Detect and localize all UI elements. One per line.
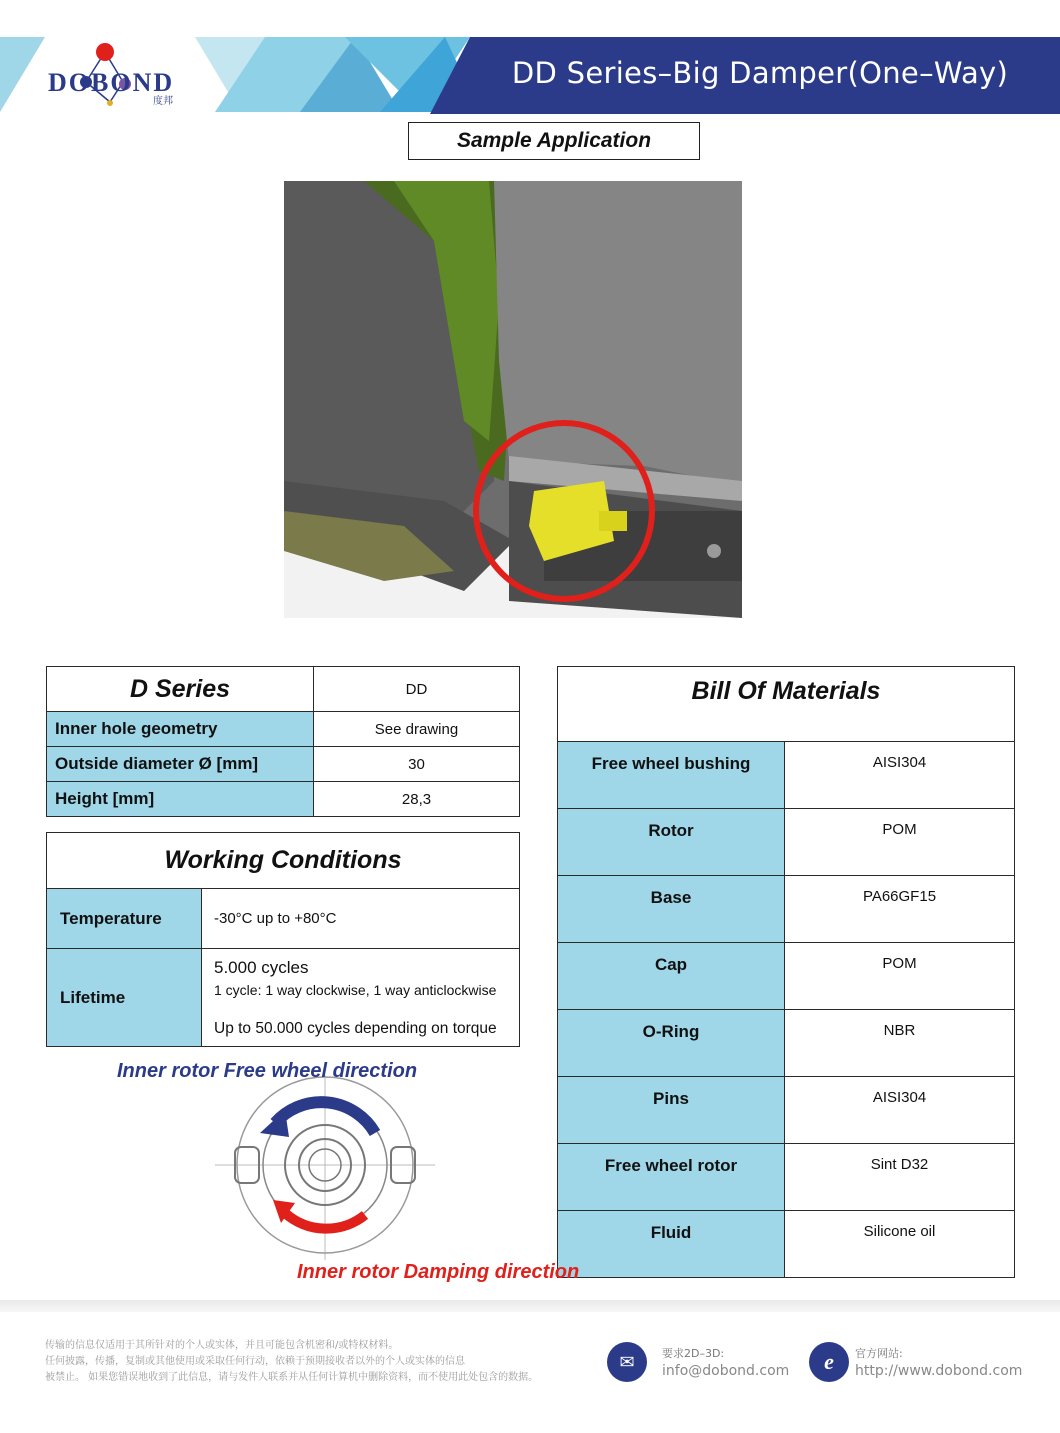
bom-row (558, 1077, 1015, 1144)
d-series-header-value: DD (314, 667, 520, 712)
bom-row (558, 943, 1015, 1010)
inner-hole-label: Inner hole geometry (47, 712, 314, 747)
sample-application-photo (284, 181, 742, 618)
bom-part-label: Base (558, 876, 785, 943)
temperature-value: -30°C up to +80°C (202, 889, 520, 949)
bom-material-value: AISI304 (785, 1077, 1015, 1144)
logo-text: DOBOND (48, 68, 175, 97)
lifetime-cycle-definition: 1 cycle: 1 way clockwise, 1 way anticlockwise (214, 981, 497, 998)
bom-title: Bill Of Materials (558, 667, 1015, 742)
disclaimer-line: 被禁止。 如果您错误地收到了此信息，请与发件人联系并从任何计算机中删除资料，而不使用此处包含的数据。 (45, 1372, 539, 1383)
email-label: 要求2D–3D: (662, 1347, 725, 1360)
lifetime-max-cycles: Up to 50.000 cycles depending on torque (214, 1019, 497, 1037)
bom-part-label: Cap (558, 943, 785, 1010)
page-header (0, 0, 1060, 130)
logo-chinese: 度邦 (153, 96, 173, 107)
bom-part-label: Rotor (558, 809, 785, 876)
height-label: Height [mm] (47, 782, 314, 817)
bom-part-label: Free wheel rotor (558, 1144, 785, 1211)
bom-material-value: NBR (785, 1010, 1015, 1077)
sample-application-title: Sample Application (408, 122, 700, 160)
bom-material-value: PA66GF15 (785, 876, 1015, 943)
bom-part-label: Pins (558, 1077, 785, 1144)
lifetime-value (202, 949, 520, 1047)
bom-part-label: O-Ring (558, 1010, 785, 1077)
dobond-logo (48, 40, 198, 110)
page-title: DD Series–Big Damper(One–Way) (511, 56, 1009, 90)
d-series-header-label: D Series (47, 667, 314, 712)
disclaimer-line: 传输的信息仅适用于其所针对的个人或实体，并且可能包含机密和/或特权材料。 (45, 1340, 399, 1351)
email-icon: ✉ (607, 1342, 647, 1382)
temperature-label: Temperature (47, 889, 202, 949)
outside-diameter-value: 30 (314, 747, 520, 782)
lifetime-cycles: 5.000 cycles (214, 957, 309, 977)
disclaimer-line: 任何披露，传播，复制或其他使用或采取任何行动，依赖于预期接收者以外的个人或实体的信息 (45, 1356, 465, 1367)
bill-of-materials-table (557, 666, 1015, 1278)
footer-disclaimer (45, 1338, 585, 1386)
browser-icon: e (809, 1342, 849, 1382)
height-value: 28,3 (314, 782, 520, 817)
bom-row (558, 1010, 1015, 1077)
bom-material-value: Sint D32 (785, 1144, 1015, 1211)
inner-hole-value: See drawing (314, 712, 520, 747)
email-link[interactable]: info@dobond.com (662, 1363, 790, 1379)
bom-row (558, 1211, 1015, 1278)
website-link[interactable]: http://www.dobond.com (855, 1363, 1023, 1379)
outside-diameter-label: Outside diameter Ø [mm] (47, 747, 314, 782)
website-label: 官方网站: (855, 1347, 903, 1360)
d-series-table (46, 666, 520, 817)
bom-material-value: AISI304 (785, 742, 1015, 809)
bom-row (558, 1144, 1015, 1211)
bom-material-value: Silicone oil (785, 1211, 1015, 1278)
rotor-direction-diagram (215, 1075, 435, 1265)
bom-part-label: Fluid (558, 1211, 785, 1278)
bom-material-value: POM (785, 943, 1015, 1010)
free-wheel-direction-caption: Inner rotor Free wheel direction (117, 1060, 418, 1082)
working-conditions-table (46, 832, 520, 1047)
lifetime-label: Lifetime (47, 949, 202, 1047)
bom-row (558, 876, 1015, 943)
bom-row (558, 742, 1015, 809)
damping-direction-caption: Inner rotor Damping direction (297, 1261, 580, 1283)
footer-divider (0, 1300, 1060, 1312)
bom-material-value: POM (785, 809, 1015, 876)
working-conditions-title: Working Conditions (47, 833, 520, 889)
bom-part-label: Free wheel bushing (558, 742, 785, 809)
bom-row (558, 809, 1015, 876)
